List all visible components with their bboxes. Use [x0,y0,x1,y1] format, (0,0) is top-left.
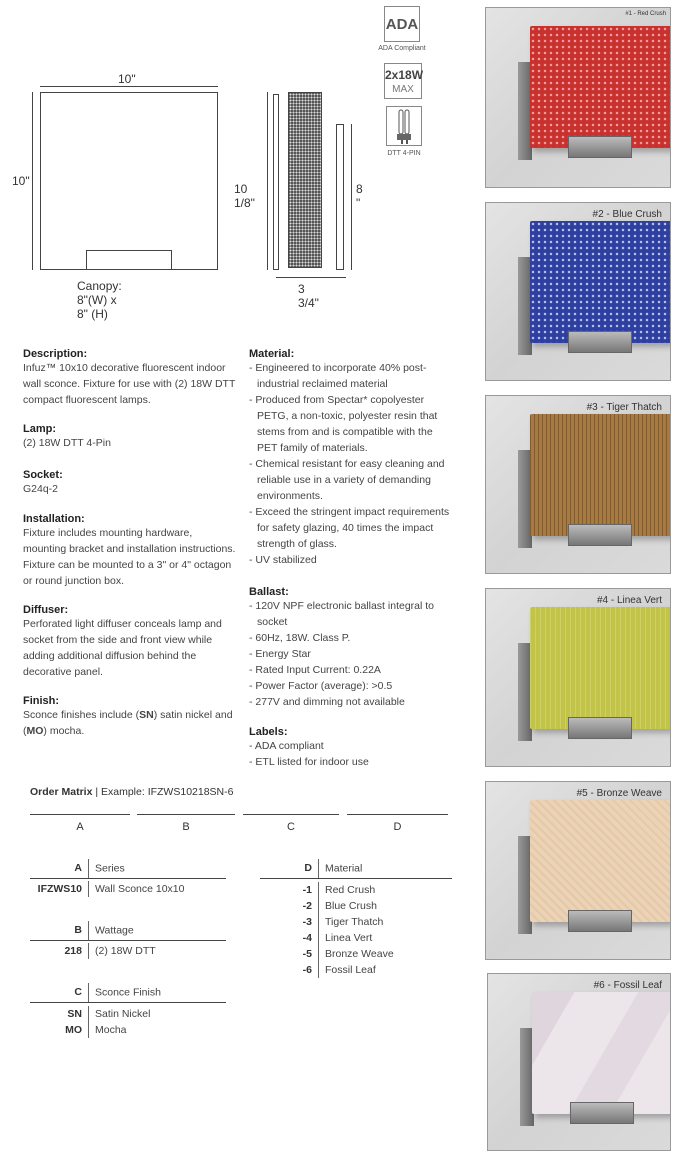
row-label: Linea Vert [325,932,373,944]
column-rule-d [347,814,448,815]
cell-divider [88,921,89,940]
row-label: Red Crush [325,884,376,896]
installation-text: Fixture includes mounting hardware, mounting bracket and installation instructions. Fixture can be mounted to a 3" or 4" octagon or round junction box. [23,527,236,587]
row-code: SN [67,1008,82,1020]
column-rule-c [243,814,339,815]
ballast-item: - Rated Input Current: 0.22A [249,664,381,676]
row-code: -4 [302,932,312,944]
column-rule-a [30,814,130,815]
ada-badge-label: ADA Compliant [378,45,426,52]
cell-divider [318,946,319,962]
row-code: 218 [64,945,82,957]
photo-fossil-leaf [487,973,671,1151]
front-width-dim-line [40,86,218,87]
cell-divider [318,898,319,914]
ballast-item: - 120V NPF electronic ballast integral to socket [249,600,435,628]
table-row [30,1022,226,1038]
lamp-badge [386,106,422,146]
lamp-text: (2) 18W DTT 4-Pin [23,437,111,449]
photo-bracket [570,1102,634,1124]
photo-caption: #6 - Fossil Leaf [593,980,662,991]
cell-divider [88,881,89,897]
socket-heading: Socket: [23,469,63,481]
finish-code-sn: SN [139,709,154,721]
side-depth-label: 3 3/4" [298,282,319,310]
photo-panel [530,800,671,922]
lamp-icon [387,107,421,145]
photo-bracket [568,136,632,158]
material-heading: Material: [249,348,295,360]
photo-tiger-thatch [485,395,671,574]
material-item: - UV stabilized [249,554,317,566]
row-code: -1 [302,884,312,896]
row-label: Tiger Thatch [325,916,384,928]
cell-divider [318,882,319,898]
side-panel-height-label: 8 " [356,182,363,210]
material-item: - Engineered to incorporate 40% post-industrial reclaimed material [249,362,427,390]
labels-item: - ETL listed for indoor use [249,756,369,768]
ballast-heading: Ballast: [249,586,289,598]
photo-red-crush [485,7,671,188]
wattage-badge-text: 2x18W [385,68,424,82]
finish-text-b: ) satin nickel and ( [23,709,233,737]
side-total-dim-line [267,92,268,270]
cell-divider [318,914,319,930]
header-label: Sconce Finish [95,986,161,999]
table-row [260,898,452,914]
spec-left-column [23,348,238,739]
row-code: MO [65,1024,82,1036]
photo-linea-vert [485,588,671,767]
table-row [260,946,452,962]
header-code: A [74,862,82,875]
photo-panel [532,992,671,1114]
front-height-dim-line [32,92,33,270]
cell-divider [88,1006,89,1022]
row-label: Satin Nickel [95,1008,151,1020]
table-row [260,914,452,930]
ballast-item: - Power Factor (average): >0.5 [249,680,393,692]
finish-text-a: Sconce finishes include ( [23,709,140,721]
header-code: C [74,986,82,999]
table-row [30,1006,226,1022]
labels-item: - ADA compliant [249,740,324,752]
lamp-heading: Lamp: [23,423,56,435]
diffuser-text: Perforated light diffuser conceals lamp and socket from the side and front view while adding additional diffusion behind the decorative panel. [23,618,222,678]
header-label: Material [325,862,363,875]
front-height-label: 10" [12,174,30,188]
finish-text [23,707,238,739]
spec-right-column [249,348,454,770]
column-letter-c: C [287,821,295,833]
diffuser-heading: Diffuser: [23,604,69,616]
table-row [260,930,452,946]
photo-caption: #1 - Red Crush [625,11,666,17]
socket-text: G24q-2 [23,483,59,495]
description-heading: Description: [23,348,88,360]
perforated-diffuser [288,92,322,268]
header-code: B [74,924,82,937]
photo-bracket [568,910,632,932]
cell-divider [88,983,89,1002]
table-wattage-header [30,921,226,940]
photo-bronze-weave [485,781,671,960]
side-wall-plate [273,94,279,270]
row-code: -3 [302,916,312,928]
table-row [260,962,452,978]
row-label: (2) 18W DTT [95,945,156,957]
table-rule [30,1002,226,1003]
photo-panel [530,414,671,536]
table-rule [260,878,452,879]
photo-blue-crush [485,202,671,381]
row-code: -6 [302,964,312,976]
photo-bracket [568,717,632,739]
row-code: -2 [302,900,312,912]
finish-heading: Finish: [23,695,60,707]
row-label: Wall Sconce 10x10 [95,883,185,895]
photo-caption: #3 - Tiger Thatch [586,402,662,413]
table-row [260,882,452,898]
canopy-label: Canopy: 8"(W) x 8" (H) [77,279,122,321]
row-label: Fossil Leaf [325,964,376,976]
cell-divider [88,943,89,959]
table-material [260,859,452,978]
table-material-header [260,859,452,878]
photo-caption: #4 - Linea Vert [596,595,662,606]
table-series-header [30,859,226,878]
order-matrix-heading: Order Matrix [30,786,93,798]
ballast-item: - 277V and dimming not available [249,696,405,708]
wattage-badge-sub: MAX [392,84,414,95]
lamp-badge-label: DTT 4-PIN [387,150,421,157]
side-decorative-panel [336,124,344,270]
ada-badge-text: ADA [385,16,419,33]
photo-bracket [568,331,632,353]
row-code: IFZWS10 [37,883,82,895]
canopy-outline [86,250,172,270]
table-series [30,859,226,899]
table-row [30,941,226,961]
side-panel-dim-line [351,124,352,270]
column-letter-a: A [76,821,84,833]
ballast-item: - Energy Star [249,648,311,660]
front-width-label: 10" [118,72,136,86]
row-label: Bronze Weave [325,948,394,960]
front-panel-outline [40,92,218,270]
table-wattage [30,921,226,961]
photo-panel [530,26,671,148]
photo-caption: #2 - Blue Crush [592,209,662,220]
labels-heading: Labels: [249,726,288,738]
row-code: -5 [302,948,312,960]
photo-panel [530,221,671,343]
row-label: Blue Crush [325,900,377,912]
column-letter-b: B [182,821,190,833]
order-matrix-title [30,786,233,798]
installation-heading: Installation: [23,513,85,525]
photo-caption: #5 - Bronze Weave [576,788,662,799]
cell-divider [318,930,319,946]
side-depth-dim-line [276,277,346,278]
header-label: Wattage [95,924,134,937]
table-finish [30,983,226,1038]
photo-bracket [568,524,632,546]
finish-code-mo: MO [26,725,44,737]
material-item: - Chemical resistant for easy cleaning and reliable use in a variety of demanding environments. [249,458,445,502]
side-total-height-label: 10 1/8" [234,182,255,210]
header-code: D [304,862,312,875]
material-item: - Produced from Spectar* copolyester PETG, a non-toxic, polyester resin that stems from and is compatible with the PET family of materials. [249,394,438,454]
cell-divider [318,859,319,878]
row-label: Mocha [95,1024,127,1036]
table-row [30,879,226,899]
finish-text-c: ) mocha. [43,725,85,737]
material-item: - Exceed the stringent impact requirements for safety glazing, 40 times the impact strength of glass. [249,506,450,550]
wattage-badge [384,63,422,99]
ballast-item: - 60Hz, 18W. Class P. [249,632,351,644]
cell-divider [88,859,89,878]
cell-divider [318,962,319,978]
description-text: Infuz™ 10x10 decorative fluorescent indoor wall sconce. Fixture for use with (2) 18W DTT compact fluorescent lamps. [23,362,236,406]
header-label: Series [95,862,125,875]
ada-badge [384,6,420,42]
column-rule-b [137,814,235,815]
table-finish-header [30,983,226,1002]
column-letter-d: D [393,821,402,833]
photo-panel [530,607,671,729]
cell-divider [88,1022,89,1038]
order-matrix-example: | Example: IFZWS10218SN-6 [95,786,234,798]
